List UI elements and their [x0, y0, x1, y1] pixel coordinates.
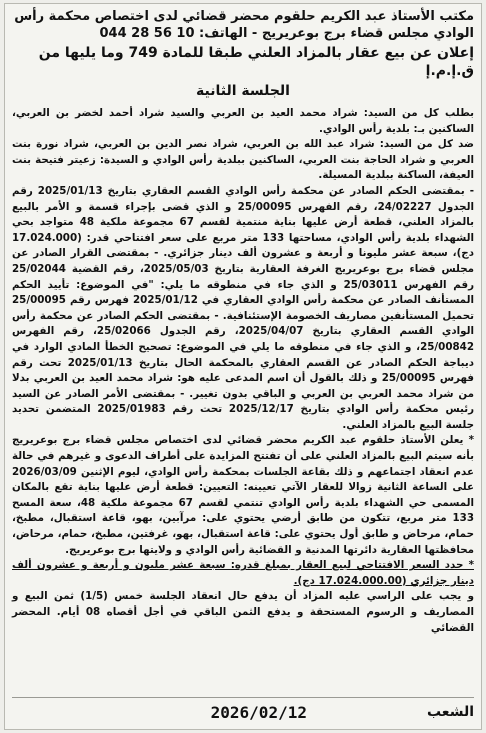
publication-date: 2026/02/12: [210, 702, 307, 722]
bailiff-office-header: [12, 8, 474, 42]
announcement-body: [12, 106, 474, 636]
newspaper-footer: [12, 697, 474, 723]
header-line-2: الوادي مجلس قضاء برج بوعريريج - الهاتف: 10 56 28 044: [99, 26, 474, 41]
auction-notice-paragraph: * يعلن الأستاذ حلقوم عبد الكريم محضر قضائي لدى اختصاص مجلس قضاء برج بوعريريج بأنه سيتم البيع بالمزاد العلني على أن تفتتح المزايدة على أطراف الدعوى و غيرهم في حالة عدم انعقاد اجتماعهم و ذلك بقاعة الجلسات بمحكمة رأس الوادي، ليوم الإثنين 2026/03/09 على الساعة الثانية زوالا للعقار الآتي تعيينه: التعيين: قطعة أرض عليها بناية تقع بالمكان المسمى حي الشهداء بلدية رأس الوادي تنتمي لقسم 67 مجموعة ملكية 48، سعة المسح 133 متر مربع، تتكون من طابق أرضي يحتوي على: مرآبين، بهو، قاعة استقبال، مطبخ، حمام، مرحاض و طابق أول يحتوي على: قاعة استقبال، بهو، غرفتين، مطبخ، حمام، مرحاض، محافظتها العقارية دائرتها المدنية و القضائية رأس الوادي و ولايتها برج بوعريريج.: [12, 434, 474, 556]
header-line-1: مكتب الأستاذ عبد الكريم حلقوم محضر قضائي لدى اختصاص محكمة رأس: [14, 9, 474, 24]
announcement-sheet: [4, 3, 482, 730]
judgments-paragraph: - بمقتضى الحكم الصادر عن محكمة رأس الوادي القسم العقاري بتاريخ 2025/01/13 رقم الجدول 24/02227، رقم الفهرس 25/00095 و الذي قضى بإجراء قسمة و الأمر بالبيع بالمزاد العلني، قطعة أرض عليها بناية منتمية لقسم 67 مجموعة ملكية 48 متواجد بحي الشهداء بلدية رأس الوادي، مساحتها 133 متر مربع على سعر افتتاحي قدر: (17.024.000 دج)، سبعة عشر مليونا و أربعة و عشرون ألف دينار جزائري. - بمقتضى القرار الصادر عن مجلس قضاء برج بوعريريج الغرفة العقارية بتاريخ 2025/05/03، رقم القضية 25/02044 رقم الفهرس 25/03011 و الذي جاء في منطوقه ما يلي: "في الموضوع: تأييد الحكم المستأنف الصادر عن محكمة رأس الوادي العقاري في 2025/01/12 فهرس رقم 25/00095 تحميل المستأنفين مصاريف الخصومة الإستئنافية. - بمقتضى الحكم الصادر عن محكمة رأس الوادي القسم العقاري بتاريخ 2025/04/07، رقم الجدول 25/02066، رقم الفهرس 25/00842، و الذي جاء في منطوقه ما يلي في الموضوع: تصحيح الخطأ المادي الوارد في ديباجة الحكم الصادر عن القسم العقاري بالمحكمة الحال بتاريخ 2025/01/13 تحت رقم فهرس 25/00095 و ذلك بالقول أن اسم المدعى عليه هو: شراد محمد العيد بن العربي بدلا من شراد محمد العربي بن العربي و الباقي بدون تغيير. - بمقتضى الأمر الصادر عن السيد رئيس محكمة رأس الوادي بتاريخ 2025/12/17 تحت رقم 2025/01983 المتضمن تحديد جلسة البيع بالمزاد العلني.: [12, 184, 474, 431]
defendants-paragraph: ضد كل من السيد: شراد عبد الله بن العربي، شراد نصر الدين بن العربي، شراد نورة بنت العربي و شراد الحاجة بنت العربي، الساكنين ببلدية رأس الوادي و السيدة: زعيتر فتيحة بنت العيفة، الساكنة ببلدية المسيلة.: [12, 138, 474, 182]
announcement-title: إعلان عن بيع عقار بالمزاد العلني طبقا للمادة 749 وما يليها من ق.إ.م.إ: [38, 45, 474, 79]
opening-price-paragraph: * حدد السعر الافتتاحي لبيع العقار بمبلغ قدره: سبعة عشر مليون و أربعة و عشرون ألف دينار جزائري (17.024.000.00 دج).: [12, 559, 474, 587]
payment-terms-paragraph: و يجب على الراسي عليه المزاد أن يدفع حال انعقاد الجلسة خمس (1/5) ثمن البيع و المصاريف و الرسوم المستحقة و يدفع الثمن الباقي في أجل أقصاه 08 أيام. المحضر القضائي: [12, 590, 474, 634]
plaintiffs-paragraph: بطلب كل من السيد: شراد محمد العيد بن العربي والسيد شراد أحمد لخضر بن العربي، الساكنين بـ: بلدية رأس الوادي.: [12, 107, 474, 135]
newspaper-name: الشعب: [426, 704, 474, 720]
session-title: الجلسة الثانية: [196, 83, 290, 99]
